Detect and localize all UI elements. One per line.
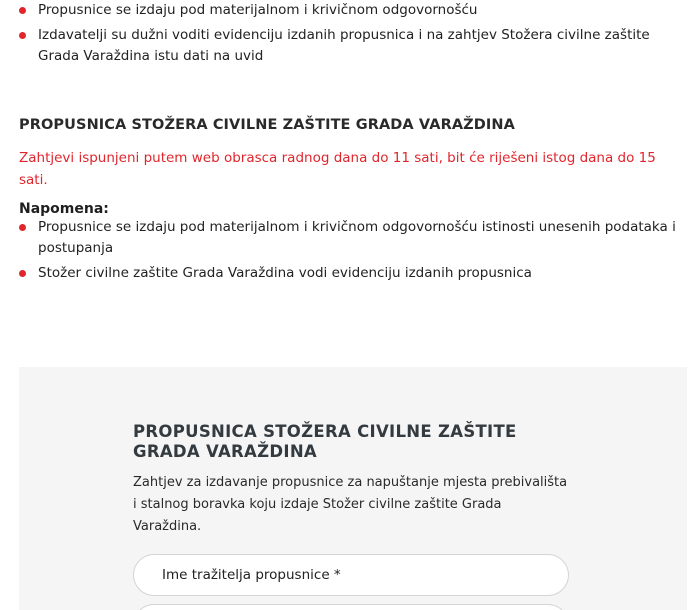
bullet-dot-icon (19, 32, 26, 39)
deadline-notice: Zahtjevi ispunjeni putem web obrasca radnog dana do 11 sati, bit će riješeni istog dana do 15 sati. (19, 150, 656, 188)
form-card (19, 367, 687, 610)
list-item (0, 217, 700, 259)
bullet-dot-icon (19, 270, 26, 277)
note-label: Napomena: (19, 201, 109, 217)
list-item-text: Propusnice se izdaju pod materijalnom i krivičnom odgovornošću istinosti unesenih podataka i postupanja (38, 219, 676, 256)
note-bullet-list (0, 217, 700, 284)
bullet-dot-icon (19, 224, 26, 231)
list-item (0, 25, 700, 67)
list-item-text: Propusnice se izdaju pod materijalnom i krivičnom odgovornošću (38, 2, 478, 18)
list-item-text: Izdavatelji su dužni voditi evidenciju izdanih propusnica i na zahtjev Stožera civilne zaštite Grada Varaždina istu dati na uvid (38, 27, 650, 64)
list-item (0, 0, 700, 21)
applicant-name-field[interactable] (133, 554, 569, 596)
top-bullet-list (0, 0, 700, 67)
list-item-text: Stožer civilne zaštite Grada Varaždina vodi evidenciju izdanih propusnica (38, 265, 532, 281)
form-content (133, 422, 573, 610)
next-form-field[interactable] (133, 604, 569, 610)
form-title: PROPUSNICA STOŽERA CIVILNE ZAŠTITE GRADA VARAŽDINA (133, 422, 517, 461)
list-item (0, 263, 700, 284)
form-description: Zahtjev za izdavanje propusnice za napuštanje mjesta prebivališta i stalnog boravka koju izdaje Stožer civilne zaštite Grada Varaždina. (133, 475, 568, 534)
section-heading: PROPUSNICA STOŽERA CIVILNE ZAŠTITE GRADA VARAŽDINA (19, 117, 515, 133)
field-placeholder: Ime tražitelja propusnice * (162, 567, 341, 583)
bullet-dot-icon (19, 7, 26, 14)
